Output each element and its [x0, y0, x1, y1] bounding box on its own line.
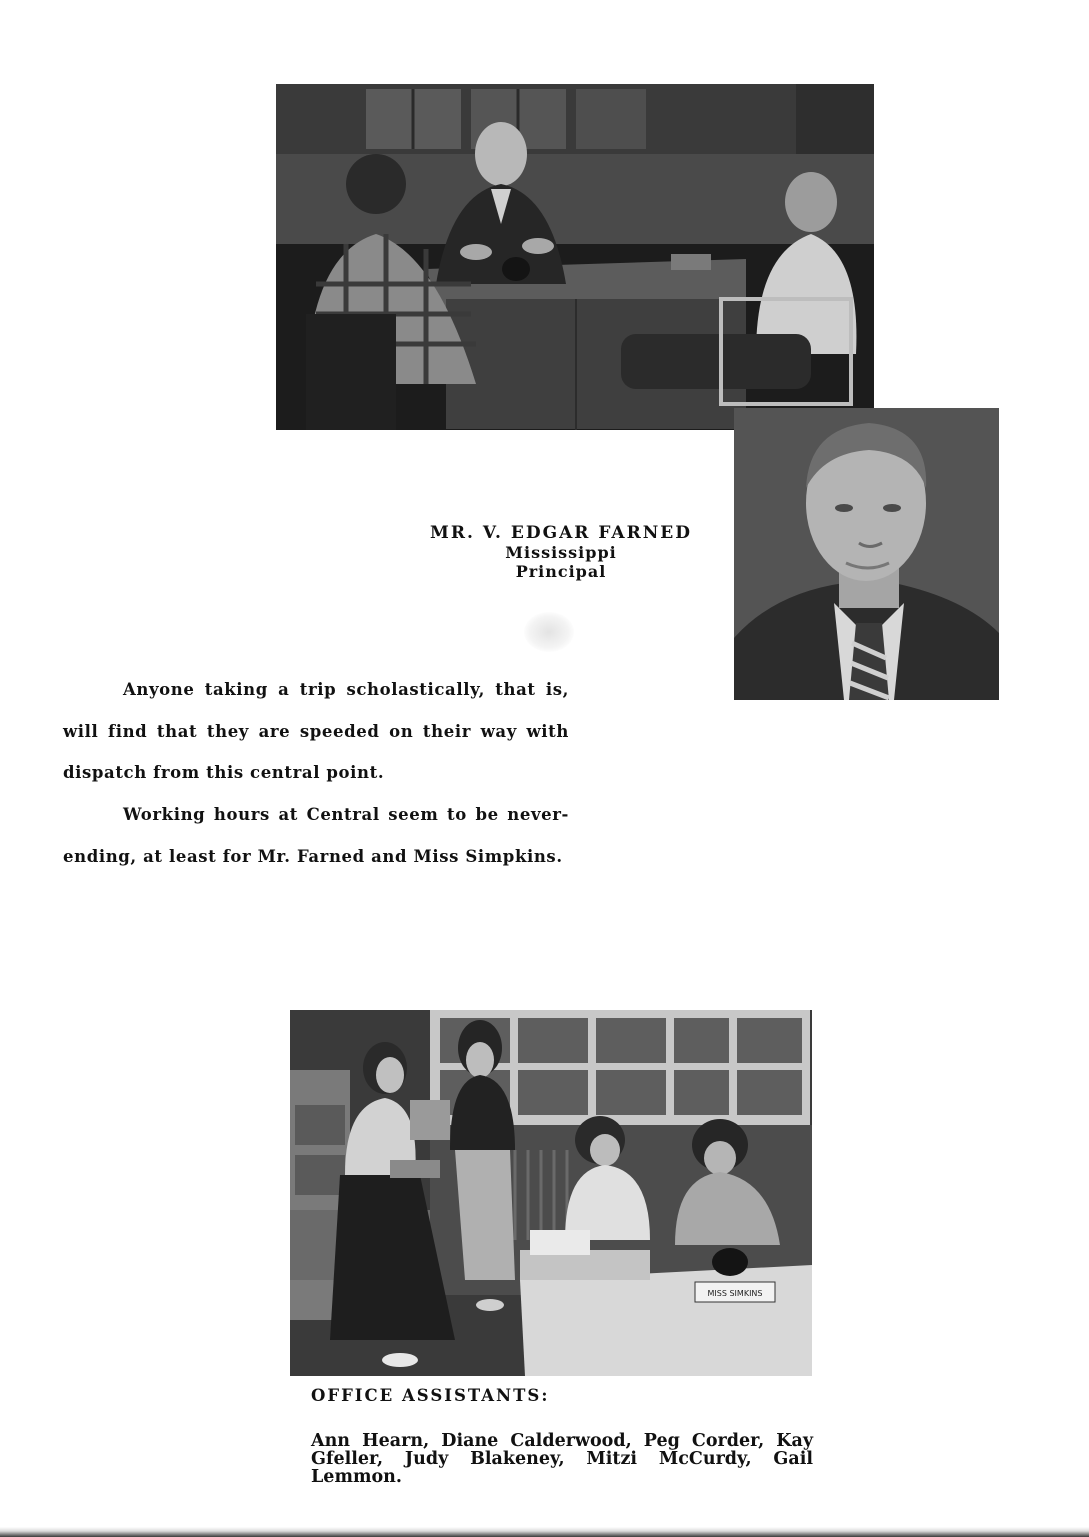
principal-caption: [413, 523, 709, 581]
office-assistants-names: Ann Hearn, Diane Calderwood, Peg Corder, Kay Gfeller, Judy Blakeney, Mitzi McCurdy, Gail Lemmon.: [311, 1431, 813, 1487]
paragraph-1: Anyone taking a trip scholastically, that is, will find that they are speeded on their way with dispatch from this central point.: [63, 680, 569, 782]
page-bottom-edge: [0, 1527, 1089, 1537]
principal-origin: Mississippi: [505, 543, 617, 562]
office-assistants-heading: OFFICE ASSISTANTS:: [311, 1386, 550, 1405]
scan-smudge: [524, 612, 574, 652]
principal-portrait-photo: [734, 408, 999, 700]
desk-sign: MISS SIMKINS: [707, 1289, 763, 1298]
paragraph-2: Working hours at Central seem to be never-ending, at least for Mr. Farned and Miss Simpkins.: [63, 805, 569, 866]
principal-title: Principal: [515, 562, 607, 581]
principal-name: MR. V. EDGAR FARNED: [430, 523, 692, 543]
office-meeting-photo: [276, 84, 874, 430]
office-assistants-photo: [290, 1010, 812, 1376]
